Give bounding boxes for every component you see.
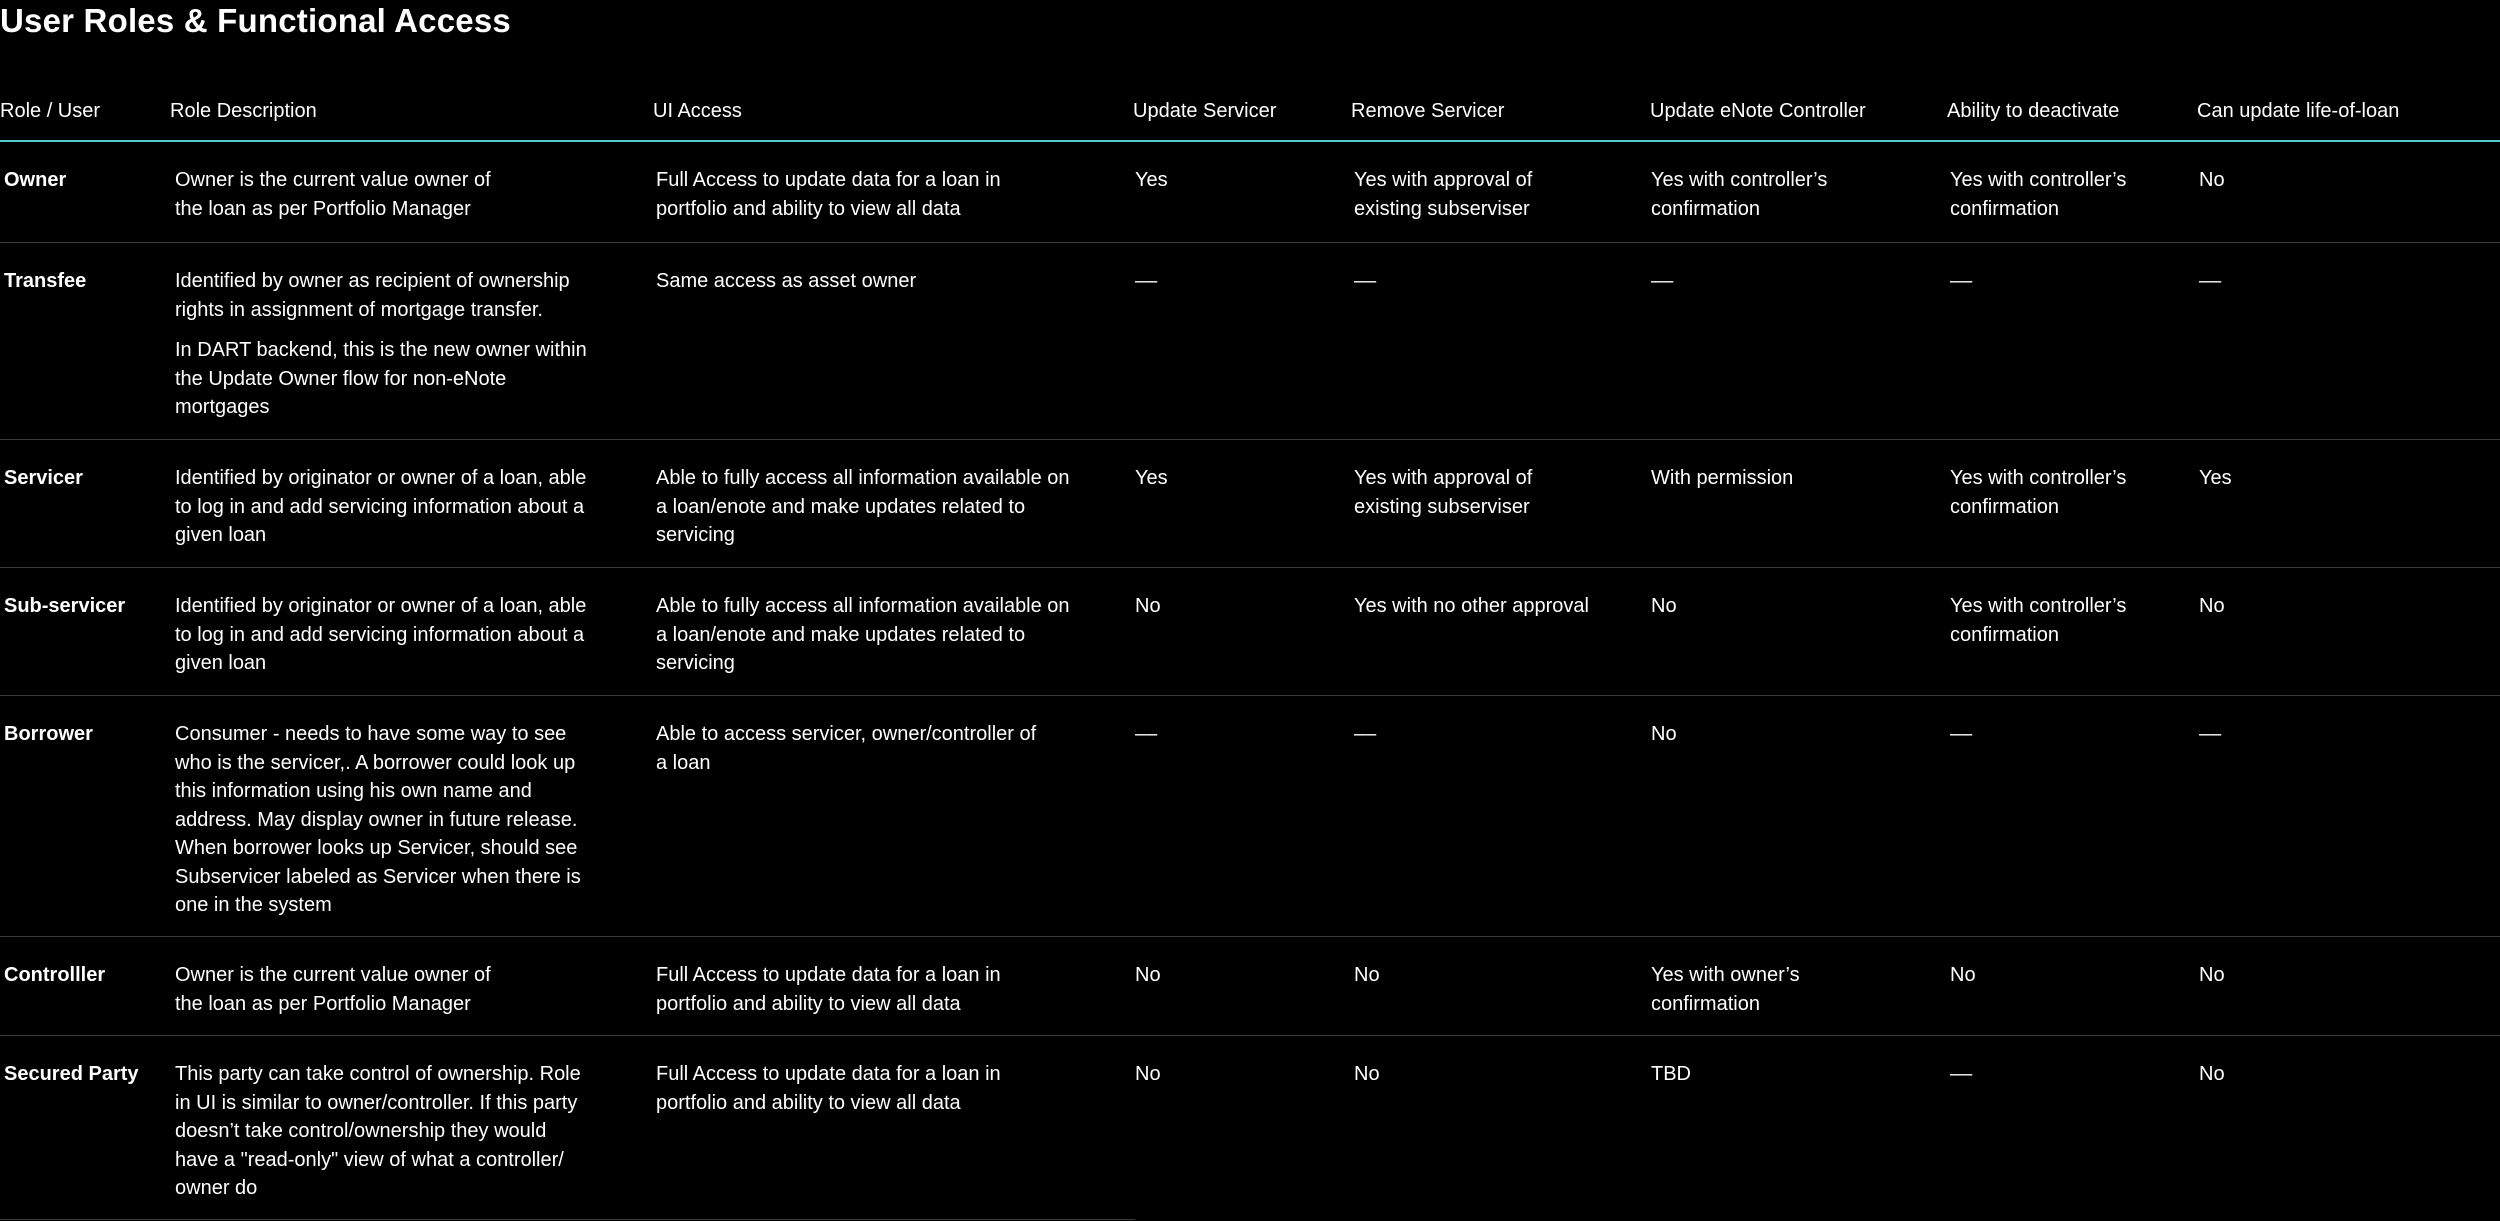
ui-access-cell: Full Access to update data for a loan in portfolio and ability to view all data (656, 1063, 1001, 1114)
table-row (0, 567, 2500, 695)
remove-servicer-cell: Yes with approval of existing subserviser (1354, 467, 1533, 518)
life-of-loan-cell: No (2199, 964, 2225, 986)
table-bottom-divider (0, 1219, 1135, 1220)
role-cell: Sub-servicer (4, 595, 126, 617)
description-cell (175, 1060, 645, 1203)
ui-access-cell: Able to fully access all information available on a loan/enote and make updates related to servicing (656, 595, 1070, 674)
ui-access-cell: Able to fully access all information available on a loan/enote and make updates related to servicing (656, 467, 1070, 546)
update-servicer-cell: No (1135, 1063, 1161, 1085)
description-paragraph: Owner is the current value owner of the loan as per Portfolio Manager (175, 964, 491, 1015)
description-paragraph: Identified by originator or owner of a loan, able to log in and add servicing information about a given loan (175, 595, 587, 674)
table-row (0, 695, 2500, 936)
ui-access-cell: Full Access to update data for a loan in portfolio and ability to view all data (656, 964, 1001, 1015)
ability-to-deactivate-cell: Yes with controller’s confirmation (1950, 595, 2127, 646)
remove-servicer-cell: No (1354, 1063, 1380, 1085)
description-cell (175, 267, 645, 422)
table-row (0, 142, 2500, 242)
ability-to-deactivate-cell: Yes with controller’s confirmation (1950, 467, 2127, 518)
update-servicer-cell: –– (1135, 270, 1158, 292)
remove-servicer-cell: –– (1354, 723, 1377, 745)
column-header-update-servicer: Update Servicer (1133, 100, 1277, 122)
description-paragraph: In DART backend, this is the new owner within the Update Owner flow for non-eNote mortgages (175, 339, 587, 418)
column-header-role: Role / User (0, 100, 101, 122)
column-header-description: Role Description (170, 100, 317, 122)
update-servicer-cell: Yes (1135, 467, 1168, 489)
column-header-ability-to-deactivate: Ability to deactivate (1947, 100, 2120, 122)
description-cell (175, 961, 645, 1018)
remove-servicer-cell: –– (1354, 270, 1377, 292)
table-row (0, 439, 2500, 567)
update-enote-controller-cell: Yes with owner’s confirmation (1651, 964, 1800, 1015)
table-row (0, 242, 2500, 439)
description-paragraph: Identified by owner as recipient of ownership rights in assignment of mortgage transfer. (175, 270, 570, 321)
role-cell: Secured Party (4, 1063, 139, 1085)
update-servicer-cell: No (1135, 964, 1161, 986)
update-enote-controller-cell: –– (1651, 270, 1674, 292)
update-enote-controller-cell: With permission (1651, 467, 1794, 489)
column-header-update-enote-controller: Update eNote Controller (1650, 100, 1866, 122)
update-enote-controller-cell: No (1651, 595, 1677, 617)
ability-to-deactivate-cell: –– (1950, 1063, 1973, 1085)
life-of-loan-cell: Yes (2199, 467, 2232, 489)
ability-to-deactivate-cell: –– (1950, 270, 1973, 292)
update-enote-controller-cell: No (1651, 723, 1677, 745)
ui-access-cell: Same access as asset owner (656, 270, 917, 292)
ui-access-cell: Full Access to update data for a loan in portfolio and ability to view all data (656, 169, 1001, 220)
description-cell (175, 720, 645, 920)
role-cell: Controlller (4, 964, 106, 986)
role-cell: Servicer (4, 467, 83, 489)
remove-servicer-cell: Yes with no other approval (1354, 595, 1589, 617)
ui-access-cell: Able to access servicer, owner/controller of a loan (656, 723, 1037, 774)
description-paragraph: Identified by originator or owner of a loan, able to log in and add servicing information about a given loan (175, 467, 587, 546)
description-cell (175, 464, 645, 550)
table-header-row (0, 0, 2500, 142)
role-cell: Owner (4, 169, 67, 191)
column-header-ui-access: UI Access (653, 100, 742, 122)
role-cell: Borrower (4, 723, 93, 745)
column-header-life-of-loan: Can update life-of-loan (2197, 100, 2400, 122)
ability-to-deactivate-cell: Yes with controller’s confirmation (1950, 169, 2127, 220)
life-of-loan-cell: –– (2199, 723, 2222, 745)
update-servicer-cell: Yes (1135, 169, 1168, 191)
remove-servicer-cell: Yes with approval of existing subserviser (1354, 169, 1533, 220)
ability-to-deactivate-cell: –– (1950, 723, 1973, 745)
table-row (0, 1035, 2500, 1221)
life-of-loan-cell: –– (2199, 270, 2222, 292)
description-paragraph: This party can take control of ownership. Role in UI is similar to owner/controller. If this party doesn’t take control/ownership they would have a "read-only" view of what a controller/ owner do (175, 1063, 581, 1199)
ability-to-deactivate-cell: No (1950, 964, 1976, 986)
description-cell (175, 592, 645, 678)
description-paragraph: Consumer - needs to have some way to see who is the servicer,. A borrower could look up this information using his own name and address. May display owner in future release. When borrower looks up Servicer, should see Subservicer labeled as Servicer when there is one in the system (175, 723, 581, 916)
role-cell: Transfee (4, 270, 87, 292)
table-row (0, 936, 2500, 1035)
life-of-loan-cell: No (2199, 1063, 2225, 1085)
remove-servicer-cell: No (1354, 964, 1380, 986)
description-cell (175, 166, 645, 223)
page-title: User Roles & Functional Access (0, 2, 511, 39)
update-servicer-cell: –– (1135, 723, 1158, 745)
description-paragraph: Owner is the current value owner of the loan as per Portfolio Manager (175, 169, 491, 220)
life-of-loan-cell: No (2199, 169, 2225, 191)
update-servicer-cell: No (1135, 595, 1161, 617)
life-of-loan-cell: No (2199, 595, 2225, 617)
update-enote-controller-cell: Yes with controller’s confirmation (1651, 169, 1828, 220)
update-enote-controller-cell: TBD (1651, 1063, 1691, 1085)
column-header-remove-servicer: Remove Servicer (1351, 100, 1505, 122)
